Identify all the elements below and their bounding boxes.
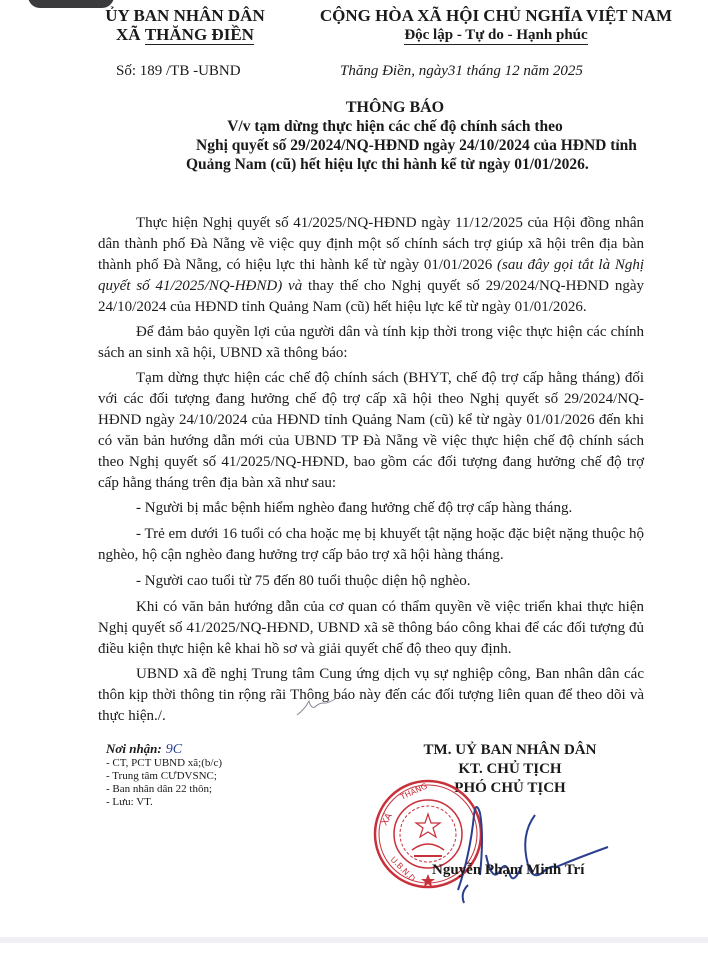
sign-line-2: KT. CHỦ TỊCH: [458, 761, 562, 777]
paragraph-1-text-a: Thực hiện Nghị quyết số 41/2025/NQ-HĐND ngày 11/12/2025 của Hội đồng nhân dân thành phố Đà Nẵng về việc quy định một số chính sách trợ giúp xã hội trên địa bàn thành phố Đà Nẵng, có hiệu lực thi hành kể từ ngày 01/01/2026: [98, 215, 644, 273]
svg-text:XÃ: XÃ: [379, 811, 395, 828]
sign-line-3: PHÓ CHỦ TỊCH: [454, 780, 566, 796]
paragraph-1: [98, 213, 644, 318]
recipients-initials: 9C: [165, 742, 183, 757]
agency-name: ỦY BAN NHÂN DÂN: [105, 6, 265, 25]
recipient-item: - Lưu: VT.: [106, 796, 153, 808]
document-number: Số: 189 /TB -UBND: [116, 63, 241, 79]
handwritten-signature-icon: [440, 795, 610, 905]
svg-text:THĂNG: THĂNG: [399, 781, 429, 802]
document-title: [150, 98, 640, 174]
bottom-divider: [0, 937, 708, 943]
national-motto: Độc lập - Tự do - Hạnh phúc: [404, 27, 588, 43]
bullet-item: - Người cao tuổi từ 75 đến 80 tuổi thuộc diện hộ nghèo.: [136, 573, 471, 589]
recipient-item: - Ban nhân dân 22 thôn;: [106, 783, 213, 795]
recipient-item: - CT, PCT UBND xã;(b/c): [106, 757, 222, 769]
paragraph-1-italic: (sau đây gọi tắt là Nghị quyết số 41/2025/NQ-HĐND) và: [98, 257, 644, 294]
paragraph-1-text-b: thay thế cho Nghị quyết số 29/2024/NQ-HĐND ngày 24/10/2024 của HĐND tỉnh Quảng Nam (cũ) hết hiệu lực kể từ ngày 01/01/2026.: [98, 278, 644, 315]
signer-name: Nguyễn Phạm Minh Trí: [432, 862, 585, 878]
paragraph-4: Khi có văn bản hướng dẫn của cơ quan có thẩm quyền về việc triển khai thực hiện Nghị quyết số 41/2025/NQ-HĐND, UBND xã sẽ thông báo công khai để các đối tượng đủ điều kiện thực hiện kê khai hồ sơ và giải quyết chế độ theo quy định.: [98, 599, 644, 657]
national-header: [296, 6, 696, 45]
commune-name: [100, 25, 270, 45]
document-type: THÔNG BÁO: [345, 99, 445, 116]
paragraph-3: Tạm dừng thực hiện các chế độ chính sách (BHYT, chế độ trợ cấp hằng tháng) đối với các đối tượng đang hưởng chế độ trợ cấp xã hội theo Nghị quyết số 29/2024/NQ-HĐND ngày 24/10/2024 của HĐND tỉnh Quảng Nam (cũ) kể từ ngày 01/01/2026 đến khi có văn bản hướng dẫn mới của UBND TP Đà Nẵng về việc thực hiện chế độ chính sách theo Nghị quyết số 41/2025/NQ-HĐND, bao gồm các đối tượng đang hưởng chế độ trợ cấp hằng tháng trên địa bàn xã như sau:: [98, 370, 644, 491]
recipients-label: Nơi nhận:: [106, 741, 162, 756]
subject-line-1: V/v tạm dừng thực hiện các chế độ chính sách theo: [227, 118, 563, 135]
sign-line-1: TM. UỶ BAN NHÂN DÂN: [423, 742, 597, 758]
document-body: [98, 213, 644, 731]
paragraph-2: Để đảm bảo quyền lợi của người dân và tính kịp thời trong việc thực hiện các chính sách an sinh xã hội, UBND xã thông báo:: [98, 324, 644, 361]
paragraph-5: UBND xã đề nghị Trung tâm Cung ứng dịch vụ sự nghiệp công, Ban nhân dân các thôn kịp thời thông tin rộng rãi Thông báo này đến các đối tượng liên quan để theo dõi và thực hiện./.: [98, 666, 644, 724]
place-date: Thăng Điền, ngày31 tháng 12 năm 2025: [340, 63, 583, 79]
subject-line-3: Quảng Nam (cũ) hết hiệu lực thi hành kể từ ngày 01/01/2026.: [186, 156, 589, 173]
nation-name: CỘNG HÒA XÃ HỘI CHỦ NGHĨA VIỆT NAM: [319, 6, 673, 25]
agency-header: [100, 6, 270, 45]
recipients-label-row: [106, 740, 222, 757]
bullet-item: - Người bị mắc bệnh hiểm nghèo đang hưởng chế độ trợ cấp hàng tháng.: [136, 500, 573, 516]
recipients-block: [106, 740, 222, 809]
recipient-item: - Trung tâm CƯDVSNC;: [106, 770, 217, 782]
commune-name-underlined: THĂNG ĐIỀN: [144, 25, 254, 44]
svg-text:U.B.N.D: U.B.N.D: [388, 855, 417, 884]
initial-mark-icon: [295, 695, 337, 717]
subject-line-2: Nghị quyết số 29/2024/NQ-HĐND ngày 24/10/2024 của HĐND tỉnh: [196, 137, 637, 154]
bullet-item: - Trẻ em dưới 16 tuổi có cha hoặc mẹ bị khuyết tật nặng hoặc đặc biệt nặng thuộc hộ nghèo, hộ cận nghèo đang hưởng trợ cấp bảo trợ xã hội hàng tháng.: [98, 526, 645, 563]
commune-prefix: XÃ: [116, 25, 145, 44]
